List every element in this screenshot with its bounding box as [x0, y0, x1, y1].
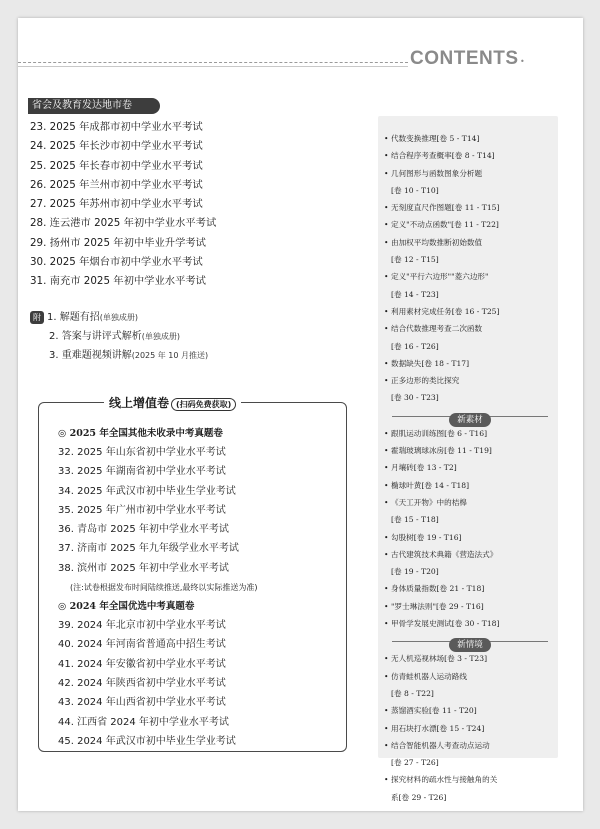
right-topic-item[interactable]: • 跟肌运动训练图[卷 6 - T16]	[384, 425, 556, 442]
exam-list-item[interactable]: 27. 2025 年苏州市初中学业水平考试	[30, 198, 203, 211]
online-title-text: 线上增值卷	[109, 396, 170, 410]
exam-list-item[interactable]: 30. 2025 年烟台市初中学业水平考试	[30, 256, 203, 269]
bullet-icon: •	[384, 220, 389, 230]
right-group-3	[384, 650, 556, 806]
right-topic-item[interactable]: • 勾股树[卷 19 - T16]	[384, 529, 556, 546]
online-group1	[58, 443, 343, 578]
online-exam-item[interactable]: 39. 2024 年北京市初中学业水平考试	[58, 620, 226, 632]
right-topic-item-cont[interactable]: [卷 14 - T23]	[391, 289, 439, 299]
right-topic-item-cont[interactable]: [卷 12 - T15]	[391, 255, 439, 265]
online-exam-item[interactable]: 41. 2024 年安徽省初中学业水平考试	[58, 658, 226, 670]
bullet-icon: •	[384, 237, 389, 247]
bullet-icon: •	[384, 601, 389, 611]
right-topic-item[interactable]: • 椭球叶黄[卷 14 - T18]	[384, 477, 556, 494]
main-exam-list	[30, 118, 360, 292]
online-exam-item[interactable]: 40. 2024 年河南省普通高中招生考试	[58, 639, 226, 651]
bullet-icon: •	[384, 549, 389, 559]
right-topic-item[interactable]: • 《天工开物》中的桔槔	[384, 494, 556, 511]
online-exam-item[interactable]: 33. 2025 年湖南省初中学业水平考试	[58, 466, 226, 478]
bullet-icon: •	[384, 151, 389, 161]
right-topic-item-cont[interactable]: [卷 19 - T20]	[391, 567, 439, 577]
exam-list-item[interactable]: 31. 南充市 2025 年初中学业水平考试	[30, 275, 206, 288]
right-topic-item[interactable]: • 由加权平均数推断初始数值	[384, 234, 556, 251]
right-topic-item[interactable]: • 利用素材完成任务[卷 16 - T25]	[384, 303, 556, 320]
online-exam-item[interactable]: 34. 2025 年武汉市初中毕业生学业考试	[58, 485, 236, 497]
bullet-icon: •	[384, 446, 389, 456]
online-exam-item[interactable]: 35. 2025 年广州市初中学业水平考试	[58, 504, 226, 516]
bullet-icon: •	[384, 203, 389, 213]
online-exam-item[interactable]: 44. 江西省 2024 年初中学业水平考试	[58, 716, 229, 728]
online-exam-list	[58, 424, 343, 751]
right-topic-item[interactable]: • 几何图形与函数图象分析题	[384, 165, 556, 182]
right-topic-item[interactable]: • 无刻度直尺作图题[卷 11 - T15]	[384, 199, 556, 216]
right-topic-item[interactable]: • 无人机巡视林场[卷 3 - T23]	[384, 650, 556, 667]
right-topic-item[interactable]: • 正多边形的类比探究	[384, 372, 556, 389]
header-dashed-rule	[18, 62, 408, 63]
exam-list-item[interactable]: 24. 2025 年长沙市初中学业水平考试	[30, 140, 203, 153]
right-topic-item-cont[interactable]: [卷 10 - T10]	[391, 185, 439, 195]
appendix-block	[30, 308, 350, 365]
right-group-1	[384, 130, 556, 407]
right-topic-item[interactable]: • 甲骨学发展史测试[卷 30 - T18]	[384, 615, 556, 632]
right-topic-item[interactable]: • 定义"平行六边形""菱六边形"	[384, 268, 556, 285]
right-topic-item[interactable]: • 探究材料的疏水性与接触角的关	[384, 771, 556, 788]
right-head-new-context: 新情境	[384, 632, 556, 650]
online-exam-item[interactable]: 38. 滨州市 2025 年初中学业水平考试	[58, 562, 229, 574]
exam-list-item[interactable]: 25. 2025 年长春市初中学业水平考试	[30, 159, 203, 172]
bullet-icon: •	[384, 306, 389, 316]
right-topic-item-cont[interactable]: [卷 27 - T26]	[391, 758, 439, 768]
bullet-icon: •	[384, 723, 389, 733]
online-exam-item[interactable]: 42. 2024 年陕西省初中学业水平考试	[58, 677, 226, 689]
online-exam-item[interactable]: 36. 青岛市 2025 年初中学业水平考试	[58, 524, 229, 536]
bullet-icon: •	[384, 619, 389, 629]
right-topic-item-cont[interactable]: [卷 16 - T26]	[391, 341, 439, 351]
online-exam-item[interactable]: 43. 2024 年山西省初中学业水平考试	[58, 697, 226, 709]
contents-dot-icon: •	[520, 57, 525, 66]
right-topic-item[interactable]: • 定义"不动点函数"[卷 11 - T22]	[384, 216, 556, 233]
bullet-icon: •	[384, 324, 389, 334]
right-topic-item[interactable]: • 蒸馏酒实验[卷 11 - T20]	[384, 702, 556, 719]
right-topic-item[interactable]: • 霍瑞玻璃球冰房[卷 11 - T19]	[384, 442, 556, 459]
online-group1-head: ◎ 2025 年全国其他未收录中考真题卷	[58, 428, 223, 439]
right-topic-item[interactable]: • 月壤砖[卷 13 - T2]	[384, 459, 556, 476]
online-exam-item[interactable]: 45. 2024 年武汉市初中毕业生学业考试	[58, 735, 236, 747]
online-note: (注:试卷根据发布时间陆续推送,最终以实际推送为准)	[70, 583, 258, 593]
right-topic-item-cont[interactable]: [卷 15 - T18]	[391, 515, 439, 525]
bullet-icon: •	[384, 654, 389, 664]
online-subtitle: (扫码免费获取)	[171, 398, 236, 411]
right-topic-item[interactable]: • 身体质量指数[卷 21 - T18]	[384, 580, 556, 597]
appendix-item-2[interactable]: 2. 答案与讲评式解析(单独成册)	[49, 331, 180, 342]
bullet-icon: •	[384, 428, 389, 438]
right-head-new-material: 新素材	[384, 407, 556, 425]
exam-list-item[interactable]: 29. 扬州市 2025 年初中毕业升学考试	[30, 236, 206, 249]
online-bonus-title	[104, 392, 241, 412]
right-topic-item[interactable]: • 古代建筑技术典籍《营造法式》	[384, 546, 556, 563]
right-topic-item-cont[interactable]: [卷 8 - T22]	[391, 688, 434, 698]
bullet-icon: •	[384, 584, 389, 594]
right-topic-item-cont[interactable]: [卷 30 - T23]	[391, 393, 439, 403]
exam-list-item[interactable]: 28. 连云港市 2025 年初中学业水平考试	[30, 217, 217, 230]
appendix-badge: 附	[30, 311, 44, 324]
bullet-icon: •	[384, 775, 389, 785]
bullet-icon: •	[384, 671, 389, 681]
contents-title: CONTENTS	[410, 48, 519, 69]
right-topic-item[interactable]: • 结合智能机器人考查动点运动	[384, 737, 556, 754]
right-topic-item[interactable]: • "罗士琳法则"[卷 29 - T16]	[384, 598, 556, 615]
exam-list-item[interactable]: 23. 2025 年成都市初中学业水平考试	[30, 121, 203, 133]
bullet-icon: •	[384, 463, 389, 473]
online-exam-item[interactable]: 32. 2025 年山东省初中学业水平考试	[58, 447, 226, 458]
bullet-icon: •	[384, 740, 389, 750]
header-solid-rule	[18, 66, 408, 67]
appendix-item-1[interactable]: 附 1. 解题有招(单独成册)	[30, 308, 350, 327]
right-topic-item[interactable]: • 用石块打水漂[卷 15 - T24]	[384, 720, 556, 737]
bullet-icon: •	[384, 706, 389, 716]
right-topic-item-cont[interactable]: 系[卷 29 - T26]	[391, 792, 447, 802]
right-topic-item[interactable]: • 代数变换推理[卷 5 - T14]	[384, 130, 556, 147]
right-group-2	[384, 425, 556, 633]
section-tag: 省会及教育发达地市卷	[28, 98, 160, 114]
right-topic-item[interactable]: • 仿青蛙机器人运动路线	[384, 668, 556, 685]
right-topic-item[interactable]: • 结合代数推理考查二次函数	[384, 320, 556, 337]
right-topic-item[interactable]: • 数据缺失[卷 18 - T17]	[384, 355, 556, 372]
bullet-icon: •	[384, 272, 389, 282]
online-group2	[58, 616, 343, 751]
bullet-icon: •	[384, 497, 389, 507]
bullet-icon: •	[384, 134, 389, 143]
bullet-icon: •	[384, 376, 389, 386]
bullet-icon: •	[384, 480, 389, 490]
bullet-icon: •	[384, 532, 389, 542]
online-group2-head: ◎ 2024 年全国优选中考真题卷	[58, 601, 195, 613]
online-exam-item[interactable]: 37. 济南市 2025 年九年级学业水平考试	[58, 543, 239, 555]
exam-list-item[interactable]: 26. 2025 年兰州市初中学业水平考试	[30, 178, 203, 191]
bullet-icon: •	[384, 168, 389, 178]
right-topic-item[interactable]: • 结合程序考查概率[卷 8 - T14]	[384, 147, 556, 164]
right-sidebar-list	[384, 130, 556, 806]
appendix-item-3[interactable]: 3. 重难题视频讲解(2025 年 10 月推送)	[49, 350, 209, 361]
bullet-icon: •	[384, 358, 389, 368]
